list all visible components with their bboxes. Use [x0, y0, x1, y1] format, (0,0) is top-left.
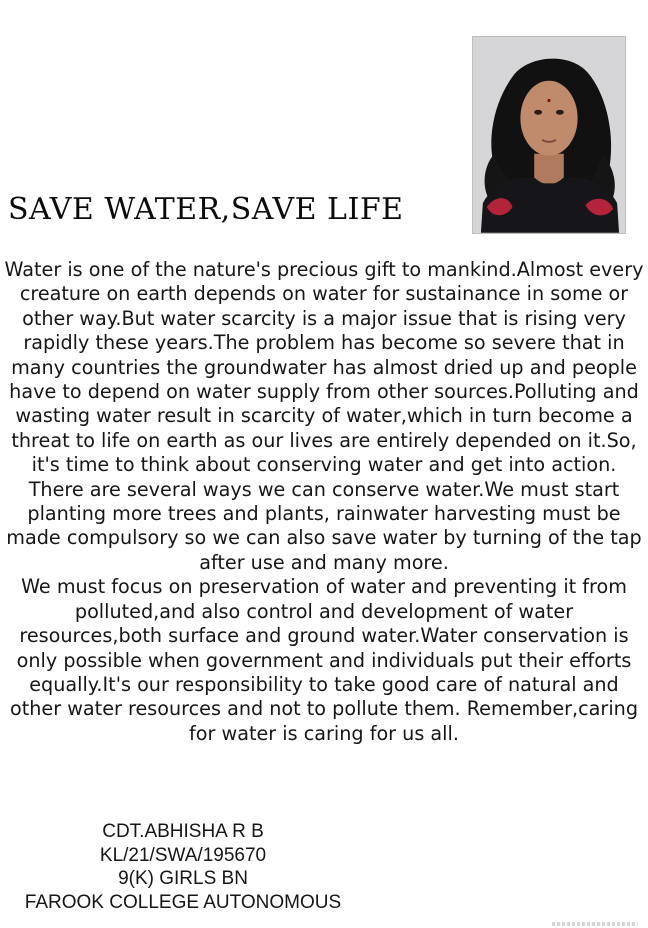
paragraph-1: Water is one of the nature's precious gift to mankind.Almost every creature on earth depends on water for sustainance in some or other way.But water scarcity is a major issue that is rising very rapidly these years.The problem has become so severe that in many countries the groundwater has almost dried up and people have to depend on water supply from other sources.Polluting and wasting water result in scarcity of water,which in turn become a threat to life on earth as our lives are entirely depended on it.So, it's time to think about conserving water and get into action.: [4, 258, 644, 477]
portrait-image: [473, 37, 625, 233]
scanner-watermark: [552, 922, 638, 926]
registration-number: KL/21/SWA/195670: [99, 844, 267, 866]
paragraph-2: There are several ways we can conserve water.We must start planting more trees and plants, rainwater harvesting must be made compulsory so we can also save water by turning of the tap after use and many more.: [6, 477, 642, 574]
paragraph-3: We must focus on preservation of water and preventing it from polluted,and also control and development of water resources,both surface and ground water.Water conservation is only possible when government and individuals put their efforts equally.It's our responsibility to take good care of natural and other water resources and not to pollute them. Remember,caring for water is caring for us all.: [10, 575, 638, 745]
signature-block: [18, 820, 348, 914]
author-name: CDT.ABHISHA R B: [102, 821, 264, 842]
college-name: FAROOK COLLEGE AUTONOMOUS: [24, 891, 342, 913]
essay-body: [4, 258, 644, 746]
page-title: SAVE WATER,SAVE LIFE: [8, 192, 404, 227]
battalion-unit: 9(K) GIRLS BN: [118, 868, 248, 889]
author-photo: [472, 36, 626, 234]
